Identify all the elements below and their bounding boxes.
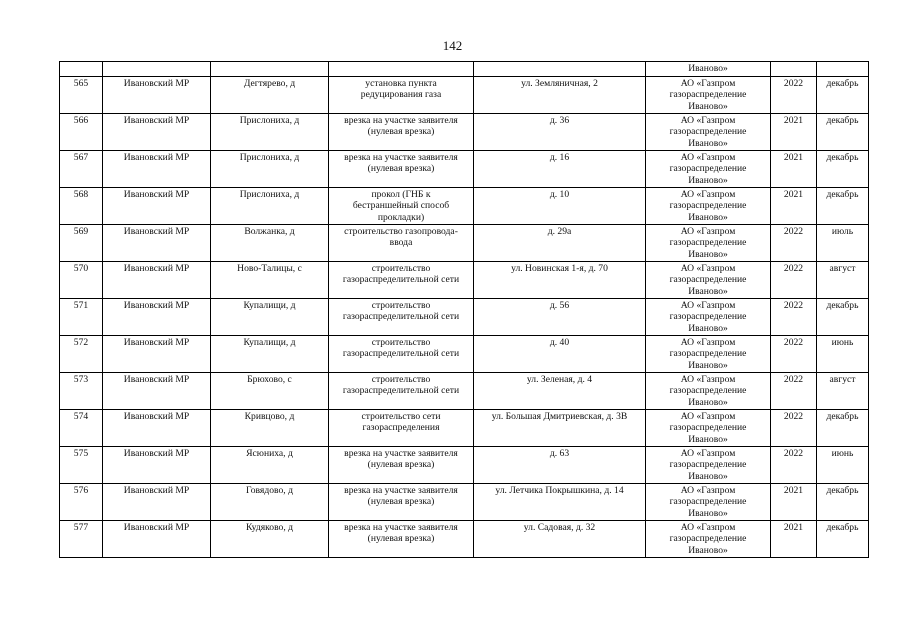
- cell-org: [646, 410, 771, 447]
- cell-year: 2022: [771, 299, 817, 336]
- cell-month: декабрь: [817, 521, 869, 558]
- work-line: строительство: [371, 337, 431, 348]
- cell-district: Ивановский МР: [103, 447, 211, 484]
- cell-year: 2021: [771, 188, 817, 225]
- cell-month: июль: [817, 225, 869, 262]
- table-row: [60, 225, 869, 262]
- cell-year: 2022: [771, 447, 817, 484]
- org-line: Иваново»: [688, 470, 728, 482]
- cell-work: [329, 262, 474, 299]
- cell-month: декабрь: [817, 188, 869, 225]
- cell-work: [329, 299, 474, 336]
- org-line: газораспределение: [669, 163, 747, 175]
- cell-district: Ивановский МР: [103, 188, 211, 225]
- cell-address: д. 40: [474, 336, 646, 373]
- cell-year: 2022: [771, 373, 817, 410]
- cell-work: [329, 151, 474, 188]
- cell-no: 571: [60, 299, 103, 336]
- cell-address: д. 29а: [474, 225, 646, 262]
- work-line: газораспределительной сети: [342, 274, 460, 286]
- cell-district: [103, 62, 211, 77]
- table-row: [60, 114, 869, 151]
- org-line: Иваново»: [688, 507, 728, 519]
- work-line: прокол (ГНБ к: [371, 189, 431, 200]
- cell-address: ул. Большая Дмитриевская, д. 3В: [474, 410, 646, 447]
- org-line: Иваново»: [688, 433, 728, 445]
- cell-no: 576: [60, 484, 103, 521]
- org-line: Иваново»: [688, 248, 728, 260]
- cell-work: [329, 114, 474, 151]
- cell-settlement: Кудяково, д: [211, 521, 329, 558]
- cell-year: [771, 62, 817, 77]
- cell-org: [646, 77, 771, 114]
- cell-month: [817, 62, 869, 77]
- work-line: (нулевая врезка): [367, 163, 435, 175]
- cell-org: [646, 484, 771, 521]
- cell-work: [329, 62, 474, 77]
- cell-work: [329, 521, 474, 558]
- org-line: АО «Газпром: [680, 485, 736, 496]
- page-number: 142: [442, 38, 463, 53]
- org-line: газораспределение: [669, 348, 747, 360]
- cell-work: [329, 188, 474, 225]
- cell-settlement: Купалищи, д: [211, 299, 329, 336]
- cell-district: Ивановский МР: [103, 77, 211, 114]
- work-line: газораспределительной сети: [342, 311, 460, 323]
- cell-address: д. 16: [474, 151, 646, 188]
- cell-district: Ивановский МР: [103, 114, 211, 151]
- cell-work: [329, 77, 474, 114]
- cell-year: 2022: [771, 225, 817, 262]
- org-line: АО «Газпром: [680, 263, 736, 274]
- cell-settlement: Ново-Талицы, с: [211, 262, 329, 299]
- cell-settlement: Купалищи, д: [211, 336, 329, 373]
- work-line: (нулевая врезка): [367, 533, 435, 545]
- cell-district: Ивановский МР: [103, 262, 211, 299]
- cell-settlement: Прислониха, д: [211, 151, 329, 188]
- cell-year: 2021: [771, 484, 817, 521]
- org-line: Иваново»: [688, 211, 728, 223]
- cell-no: 577: [60, 521, 103, 558]
- table-row: [60, 262, 869, 299]
- org-line: АО «Газпром: [680, 411, 736, 422]
- org-line: АО «Газпром: [680, 226, 736, 237]
- org-line: Иваново»: [688, 285, 728, 297]
- cell-year: 2022: [771, 336, 817, 373]
- cell-address: д. 56: [474, 299, 646, 336]
- cell-district: Ивановский МР: [103, 225, 211, 262]
- cell-settlement: [211, 62, 329, 77]
- cell-work: [329, 484, 474, 521]
- cell-work: [329, 225, 474, 262]
- work-line: врезка на участке заявителя: [344, 115, 458, 126]
- cell-district: Ивановский МР: [103, 336, 211, 373]
- cell-address: ул. Летчика Покрышкина, д. 14: [474, 484, 646, 521]
- org-line: газораспределение: [669, 274, 747, 286]
- org-line: Иваново»: [688, 359, 728, 371]
- org-line: газораспределение: [669, 311, 747, 323]
- cell-month: декабрь: [817, 114, 869, 151]
- cell-month: июнь: [817, 336, 869, 373]
- cell-org: [646, 114, 771, 151]
- work-line: строительство: [371, 263, 431, 274]
- cell-month: декабрь: [817, 410, 869, 447]
- cell-address: д. 10: [474, 188, 646, 225]
- cell-settlement: Волжанка, д: [211, 225, 329, 262]
- cell-org: [646, 336, 771, 373]
- cell-month: декабрь: [817, 77, 869, 114]
- cell-district: Ивановский МР: [103, 521, 211, 558]
- cell-month: декабрь: [817, 484, 869, 521]
- work-line: газораспределительной сети: [342, 385, 460, 397]
- table-row: [60, 77, 869, 114]
- work-line: строительство газопровода-: [344, 226, 458, 237]
- cell-year: 2021: [771, 114, 817, 151]
- continuation-row: [60, 62, 869, 77]
- cell-month: июнь: [817, 447, 869, 484]
- work-line: газораспределительной сети: [342, 348, 460, 360]
- org-line: газораспределение: [669, 237, 747, 249]
- cell-year: 2021: [771, 521, 817, 558]
- org-line: АО «Газпром: [680, 115, 736, 126]
- cell-no: 566: [60, 114, 103, 151]
- org-line: Иваново»: [688, 137, 728, 149]
- org-line: Иваново»: [688, 396, 728, 408]
- org-line: газораспределение: [669, 496, 747, 508]
- org-line: газораспределение: [669, 385, 747, 397]
- work-line: врезка на участке заявителя: [344, 152, 458, 163]
- org-line: Иваново»: [688, 100, 728, 112]
- cell-no: 568: [60, 188, 103, 225]
- cell-month: декабрь: [817, 299, 869, 336]
- cell-work: [329, 447, 474, 484]
- work-line: редуцирования газа: [360, 89, 442, 101]
- work-line: бестраншейный способ: [352, 200, 450, 212]
- cell-no: 572: [60, 336, 103, 373]
- org-line: АО «Газпром: [680, 189, 736, 200]
- cell-address: ул. Зеленая, д. 4: [474, 373, 646, 410]
- cell-settlement: Прислониха, д: [211, 188, 329, 225]
- table-row: [60, 521, 869, 558]
- cell-org: [646, 373, 771, 410]
- cell-settlement: Кривцово, д: [211, 410, 329, 447]
- cell-no: 575: [60, 447, 103, 484]
- work-line: (нулевая врезка): [367, 459, 435, 471]
- org-line: АО «Газпром: [680, 300, 736, 311]
- org-line: АО «Газпром: [680, 448, 736, 459]
- cell-address: ул. Новинская 1-я, д. 70: [474, 262, 646, 299]
- org-line: АО «Газпром: [680, 152, 736, 163]
- org-line: Иваново»: [688, 544, 728, 556]
- cell-address: д. 36: [474, 114, 646, 151]
- work-line: строительство сети: [361, 411, 441, 422]
- cell-work: [329, 373, 474, 410]
- work-line: ввода: [389, 237, 413, 249]
- work-line: газораспределения: [362, 422, 440, 434]
- table-row: [60, 410, 869, 447]
- org-line: газораспределение: [669, 200, 747, 212]
- cell-org: [646, 151, 771, 188]
- cell-no: [60, 62, 103, 77]
- cell-month: декабрь: [817, 151, 869, 188]
- org-line: газораспределение: [669, 533, 747, 545]
- cell-work: [329, 336, 474, 373]
- cell-org: [646, 299, 771, 336]
- work-line: врезка на участке заявителя: [344, 448, 458, 459]
- org-line: газораспределение: [669, 459, 747, 471]
- cell-district: Ивановский МР: [103, 373, 211, 410]
- cell-org: Иваново»: [646, 62, 771, 77]
- work-line: врезка на участке заявителя: [344, 485, 458, 496]
- table-row: [60, 151, 869, 188]
- cell-no: 565: [60, 77, 103, 114]
- table-row: [60, 299, 869, 336]
- cell-no: 570: [60, 262, 103, 299]
- cell-no: 574: [60, 410, 103, 447]
- work-line: прокладки): [377, 211, 425, 223]
- org-line: газораспределение: [669, 422, 747, 434]
- cell-district: Ивановский МР: [103, 484, 211, 521]
- work-line: врезка на участке заявителя: [344, 522, 458, 533]
- cell-settlement: Прислониха, д: [211, 114, 329, 151]
- work-line: (нулевая врезка): [367, 126, 435, 138]
- cell-org: [646, 521, 771, 558]
- cell-year: 2022: [771, 262, 817, 299]
- org-line: АО «Газпром: [680, 78, 736, 89]
- cell-settlement: Ясюниха, д: [211, 447, 329, 484]
- cell-address: ул. Садовая, д. 32: [474, 521, 646, 558]
- cell-no: 573: [60, 373, 103, 410]
- work-line: строительство: [371, 300, 431, 311]
- table-row: [60, 188, 869, 225]
- cell-district: Ивановский МР: [103, 299, 211, 336]
- org-line: АО «Газпром: [680, 522, 736, 533]
- cell-year: 2022: [771, 410, 817, 447]
- cell-address: ул. Земляничная, 2: [474, 77, 646, 114]
- cell-district: Ивановский МР: [103, 410, 211, 447]
- cell-year: 2021: [771, 151, 817, 188]
- cell-settlement: Брюхово, с: [211, 373, 329, 410]
- cell-no: 567: [60, 151, 103, 188]
- gas-works-table: [59, 61, 869, 558]
- org-line: Иваново»: [688, 322, 728, 334]
- cell-address: д. 63: [474, 447, 646, 484]
- table-row: [60, 336, 869, 373]
- cell-org: [646, 447, 771, 484]
- cell-district: Ивановский МР: [103, 151, 211, 188]
- org-line: АО «Газпром: [680, 374, 736, 385]
- org-line: АО «Газпром: [680, 337, 736, 348]
- cell-month: август: [817, 262, 869, 299]
- org-line: Иваново»: [688, 174, 728, 186]
- table-row: [60, 484, 869, 521]
- cell-org: [646, 188, 771, 225]
- org-line: газораспределение: [669, 126, 747, 138]
- cell-year: 2022: [771, 77, 817, 114]
- table-row: [60, 447, 869, 484]
- cell-no: 569: [60, 225, 103, 262]
- work-line: (нулевая врезка): [367, 496, 435, 508]
- cell-month: август: [817, 373, 869, 410]
- cell-org: [646, 262, 771, 299]
- work-line: установка пункта: [365, 78, 437, 89]
- cell-org: [646, 225, 771, 262]
- cell-work: [329, 410, 474, 447]
- cell-settlement: Дегтярево, д: [211, 77, 329, 114]
- table-body: [60, 62, 869, 558]
- cell-settlement: Говядово, д: [211, 484, 329, 521]
- cell-address: [474, 62, 646, 77]
- work-line: строительство: [371, 374, 431, 385]
- table-row: [60, 373, 869, 410]
- org-line: газораспределение: [669, 89, 747, 101]
